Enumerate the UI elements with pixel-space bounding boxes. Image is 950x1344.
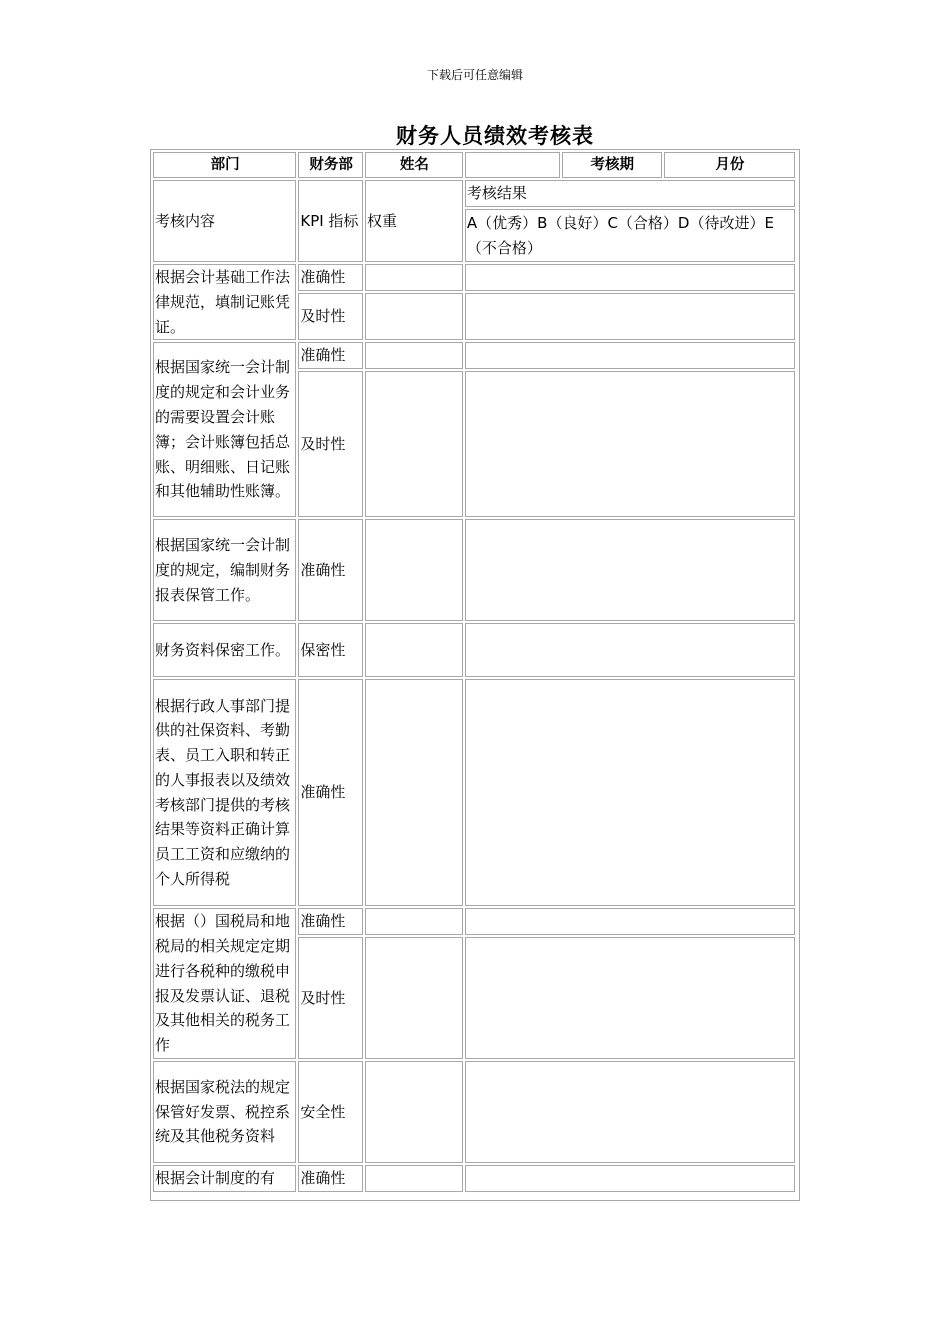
dept-label: 部门 [153, 152, 296, 178]
item-content: 财务资料保密工作。 [153, 623, 296, 677]
result-cell[interactable] [465, 1165, 795, 1192]
weight-cell[interactable] [365, 623, 463, 677]
item-kpi: 准确性 [298, 908, 363, 935]
item-row [153, 1061, 795, 1163]
grades-text: A（优秀）B（良好）C（合格）D（待改进）E（不合格） [466, 213, 774, 257]
weight-cell[interactable] [365, 342, 463, 369]
item-content: 根据国家统一会计制度的规定，编制财务报表保管工作。 [153, 519, 296, 621]
item-kpi: 及时性 [298, 937, 363, 1059]
dept-value: 财务部 [298, 152, 363, 178]
result-cell[interactable] [465, 1061, 795, 1163]
item-row [153, 264, 795, 291]
weight-cell[interactable] [365, 1061, 463, 1163]
result-cell[interactable] [465, 371, 795, 517]
assessment-table [151, 150, 797, 1194]
grades-legend [465, 209, 795, 262]
assessment-table-frame [150, 149, 800, 1201]
name-label: 姓名 [365, 152, 463, 178]
content-label: 考核内容 [153, 180, 296, 262]
weight-cell[interactable] [365, 679, 463, 906]
result-cell[interactable] [465, 679, 795, 906]
kpi-label-text: KPI 指标 [300, 211, 359, 230]
item-row [153, 908, 795, 935]
header-row [153, 152, 795, 178]
result-cell[interactable] [465, 293, 795, 340]
item-kpi: 准确性 [298, 679, 363, 906]
item-kpi: 及时性 [298, 293, 363, 340]
weight-cell[interactable] [365, 264, 463, 291]
item-row [153, 679, 795, 906]
result-cell[interactable] [465, 519, 795, 621]
item-content: 根据国家税法的规定保管好发票、税控系统及其他税务资料 [153, 1061, 296, 1163]
header-note: 下载后可任意编辑 [426, 68, 523, 82]
item-kpi: 准确性 [298, 519, 363, 621]
item-kpi: 保密性 [298, 623, 363, 677]
weight-cell[interactable] [365, 937, 463, 1059]
result-cell[interactable] [465, 342, 795, 369]
item-kpi: 准确性 [298, 1165, 363, 1192]
weight-cell[interactable] [365, 519, 463, 621]
period-label: 考核期 [562, 152, 662, 178]
result-cell[interactable] [465, 264, 795, 291]
item-kpi: 安全性 [298, 1061, 363, 1163]
weight-cell[interactable] [365, 908, 463, 935]
item-row [153, 1165, 795, 1192]
weight-label: 权重 [365, 180, 463, 262]
period-value: 月份 [664, 152, 795, 178]
result-label: 考核结果 [465, 180, 795, 207]
name-value-cell[interactable] [465, 152, 560, 178]
page-title: 财务人员绩效考核表 [396, 123, 594, 148]
item-content: 根据行政人事部门提供的社保资料、考勤表、员工入职和转正的人事报表以及绩效考核部门提供的考核结果等资料正确计算员工工资和应缴纳的个人所得税 [153, 679, 296, 906]
item-content: 根据会计制度的有 [153, 1165, 296, 1192]
item-content: 根据（）国税局和地税局的相关规定定期进行各税种的缴税申报及发票认证、退税及其他相关的税务工作 [153, 908, 296, 1059]
item-kpi: 准确性 [298, 342, 363, 369]
weight-cell[interactable] [365, 371, 463, 517]
weight-cell[interactable] [365, 293, 463, 340]
result-cell[interactable] [465, 937, 795, 1059]
item-content: 根据国家统一会计制度的规定和会计业务的需要设置会计账簿；会计账簿包括总账、明细账、日记账和其他辅助性账簿。 [153, 342, 296, 517]
item-content: 根据会计基础工作法律规范，填制记账凭证。 [153, 264, 296, 340]
item-kpi: 及时性 [298, 371, 363, 517]
item-kpi: 准确性 [298, 264, 363, 291]
result-cell[interactable] [465, 623, 795, 677]
item-row [153, 342, 795, 369]
criteria-row-1 [153, 180, 795, 207]
kpi-label [298, 180, 363, 262]
weight-cell[interactable] [365, 1165, 463, 1192]
result-cell[interactable] [465, 908, 795, 935]
item-row [153, 623, 795, 677]
item-row [153, 519, 795, 621]
